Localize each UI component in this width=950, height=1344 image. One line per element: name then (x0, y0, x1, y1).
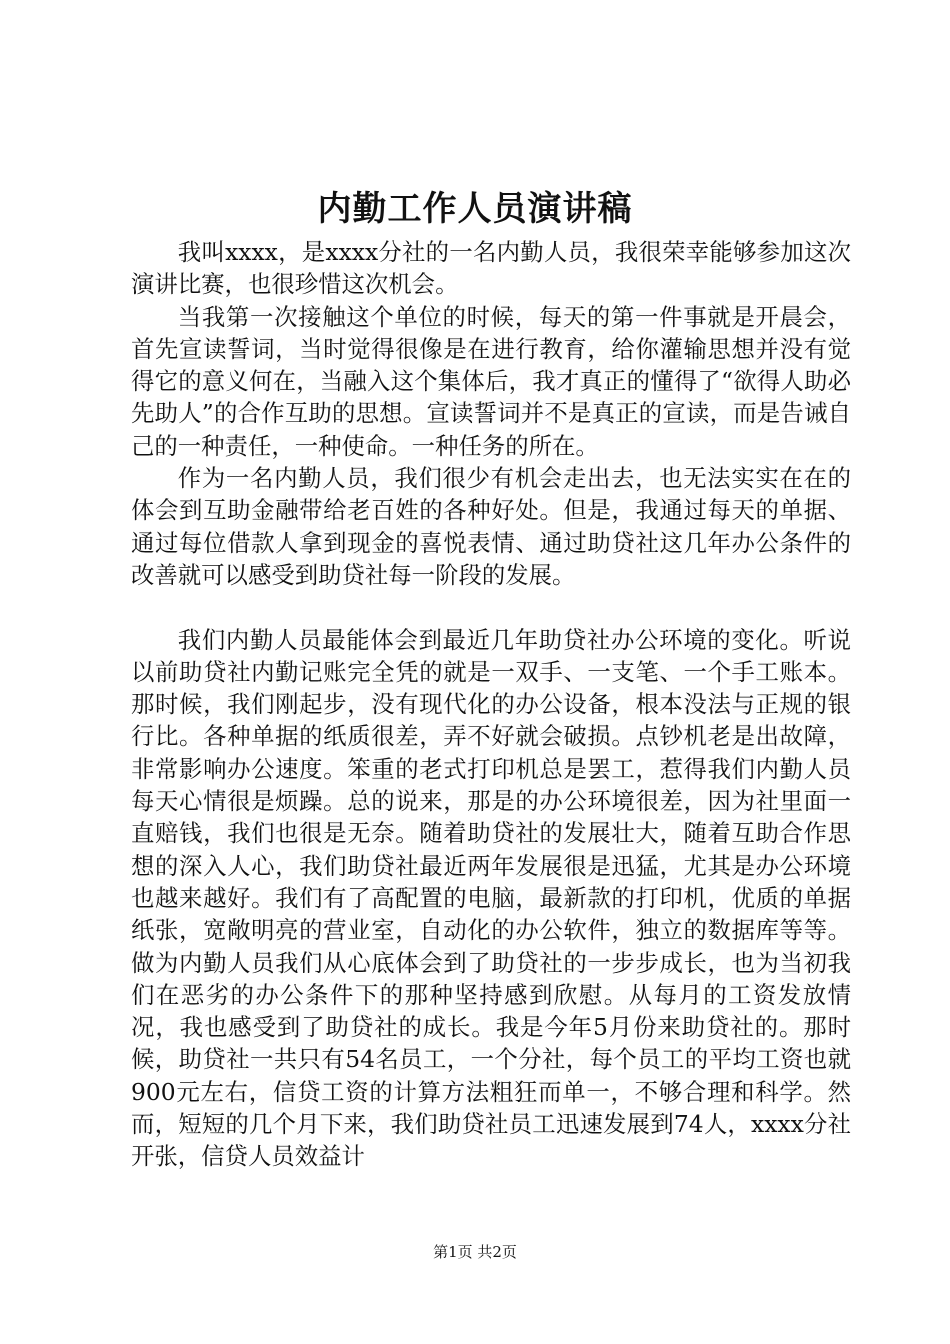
document-body (131, 236, 851, 1173)
page-footer: 第1页 共2页 (433, 1243, 517, 1261)
paragraph-2: 当我第一次接触这个单位的时候，每天的第一件事就是开晨会，首先宣读誓词，当时觉得很像是在进行教育，给你灌输思想并没有觉得它的意义何在，当融入这个集体后，我才真正的懂得了“欲得人助必先助人”的合作互助的思想。宣读誓词并不是真正的宣读，而是告诫自己的一种责任，一种使命。一种任务的所在。 (131, 302, 851, 460)
paragraph-3: 作为一名内勤人员，我们很少有机会走出去，也无法实实在在的体会到互助金融带给老百姓的各种好处。但是，我通过每天的单据、通过每位借款人拿到现金的喜悦表情、通过助贷社这几年办公条件的改善就可以感受到助贷社每一阶段的发展。 (131, 464, 851, 589)
paragraph-4: 我们内勤人员最能体会到最近几年助贷社办公环境的变化。听说以前助贷社内勤记账完全凭的就是一双手、一支笔、一个手工账本。那时候，我们刚起步，没有现代化的办公设备，根本没法与正规的银行比。各种单据的纸质很差，弄不好就会破损。点钞机老是出故障，非常影响办公速度。笨重的老式打印机总是罢工，惹得我们内勤人员每天心情很是烦躁。总的说来，那是的办公环境很差，因为社里面一直赔钱，我们也很是无奈。随着助贷社的发展壮大，随着互助合作思想的深入人心，我们助贷社最近两年发展很是迅猛，尤其是办公环境也越来越好。我们有了高配置的电脑，最新款的打印机，优质的单据纸张，宽敞明亮的营业室，自动化的办公软件，独立的数据库等等。做为内勤人员我们从心底体会到了助贷社的一步步成长，也为当初我们在恶劣的办公条件下的那种坚持感到欣慰。从每月的工资发放情况，我也感受到了助贷社的成长。我是今年5月份来助贷社的。那时候，助贷社一共只有54名员工，一个分社，每个员工的平均工资也就900元左右，信贷工资的计算方法粗狂而单一，不够合理和科学。然而，短短的几个月下来，我们助贷社员工迅速发展到74人，xxxx分社开张，信贷人员效益计 (131, 625, 851, 1171)
paragraph-1: 我叫xxxx，是xxxx分社的一名内勤人员，我很荣幸能够参加这次演讲比赛，也很珍惜这次机会。 (131, 238, 851, 299)
paragraph-spacer (131, 591, 851, 623)
document-title: 内勤工作人员演讲稿 (317, 189, 633, 229)
